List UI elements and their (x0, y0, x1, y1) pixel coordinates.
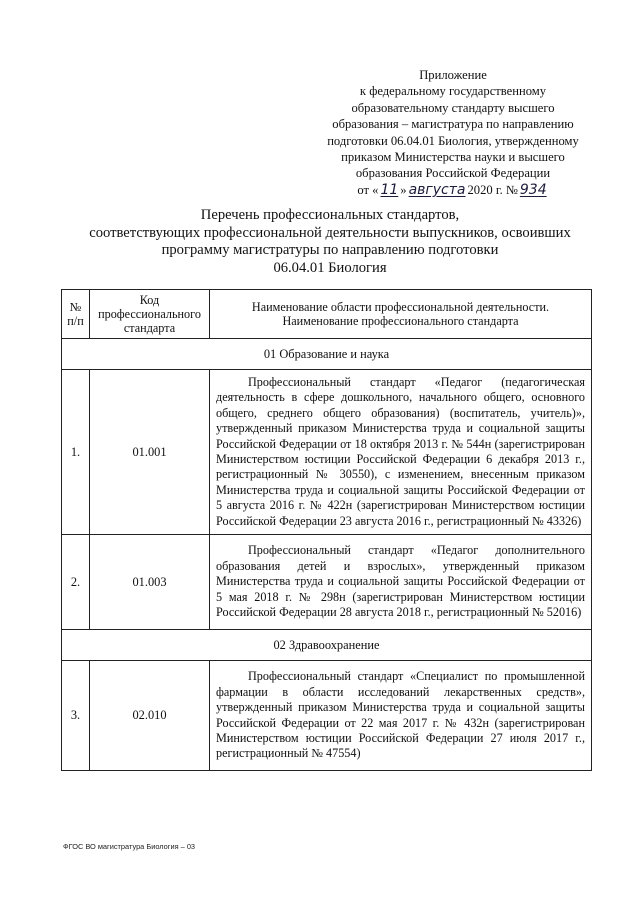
appendix-block (318, 67, 588, 198)
standard-description: Профессиональный стандарт «Специалист по промышленной фармации в области исследований лекарственных средств», утвержденный приказом Министерства труда и социальной защиты Российской Федерации от 22 мая 2017 г. № 432н (зарегистрирован Министерством юстиции Российской Федерации 27 июля 2017 г., регистрационный № 47554) (210, 661, 592, 771)
section-title: 01 Образование и наука (62, 339, 592, 370)
appendix-line: Приложение (419, 68, 487, 82)
appendix-line: к федеральному государственному (359, 84, 547, 99)
title-line: соответствующих профессиональной деятельности выпускников, освоивших (89, 224, 571, 241)
appendix-line: приказом Министерства науки и высшего (341, 150, 565, 165)
table-row (62, 370, 592, 535)
appendix-line: образования – магистратура по направлению (332, 117, 574, 132)
row-number: 3. (62, 661, 90, 771)
appendix-line: образования Российской Федерации (355, 166, 551, 181)
standard-description: Профессиональный стандарт «Педагог дополнительного образования детей и взрослых», утвержденный приказом Министерства труда и социальной защиты Российской Федерации от 5 мая 2018 г. № 298н (зарегистрирован Министерством юстиции Российской Федерации 28 августа 2018 г., регистрационный № 52016) (210, 535, 592, 630)
header-code: Код профессионального стандарта (90, 290, 210, 339)
standard-code: 01.003 (90, 535, 210, 630)
order-date-line (318, 182, 588, 198)
handwritten-order-number: 934 (519, 181, 547, 198)
page-footer: ФГОС ВО магистратура Биология – 03 (63, 842, 196, 851)
document-title (40, 207, 620, 277)
standard-code: 02.010 (90, 661, 210, 771)
table-row (62, 535, 592, 630)
section-row-healthcare (62, 630, 592, 661)
handwritten-month: августа (408, 181, 466, 198)
title-line: 06.04.01 Биология (273, 259, 387, 276)
header-num: № п/п (62, 290, 90, 339)
order-date-prefix: от « (357, 182, 379, 197)
appendix-line: образовательному стандарту высшего (351, 100, 555, 115)
standard-code: 01.001 (90, 370, 210, 535)
title-line: программу магистратуры по направлению подготовки (161, 242, 499, 258)
header-name: Наименование области профессиональной деятельности. Наименование профессионального стандарта (210, 290, 592, 339)
standards-table-wrapper (61, 289, 591, 771)
standards-table (61, 289, 592, 771)
table-row (62, 661, 592, 771)
section-row-education (62, 339, 592, 370)
handwritten-day: 11 (380, 181, 399, 198)
row-number: 1. (62, 370, 90, 535)
order-year: 2020 г. № (467, 182, 518, 197)
table-header-row (62, 290, 592, 339)
title-line: Перечень профессиональных стандартов, (200, 207, 460, 223)
order-date-mid: » (400, 182, 407, 197)
section-title: 02 Здравоохранение (62, 630, 592, 661)
standard-description: Профессиональный стандарт «Педагог (педагогическая деятельность в сфере дошкольного, начального общего, основного общего, среднего общего образования) (воспитатель, учитель)», утвержденный приказом Министерства труда и социальной защиты Российской Федерации от 18 октября 2013 г. № 544н (зарегистрирован Министерством юстиции Российской Федерации 6 декабря 2013 г., регистрационный № 30550), с изменением, внесенным приказом Министерства труда и социальной защиты Российской Федерации от 5 августа 2016 г. № 422н (зарегистрирован Министерством юстиции Российской Федерации 23 августа 2016 г., регистрационный № 43326) (210, 370, 592, 535)
row-number: 2. (62, 535, 90, 630)
appendix-line: подготовки 06.04.01 Биология, утвержденному (327, 133, 579, 148)
